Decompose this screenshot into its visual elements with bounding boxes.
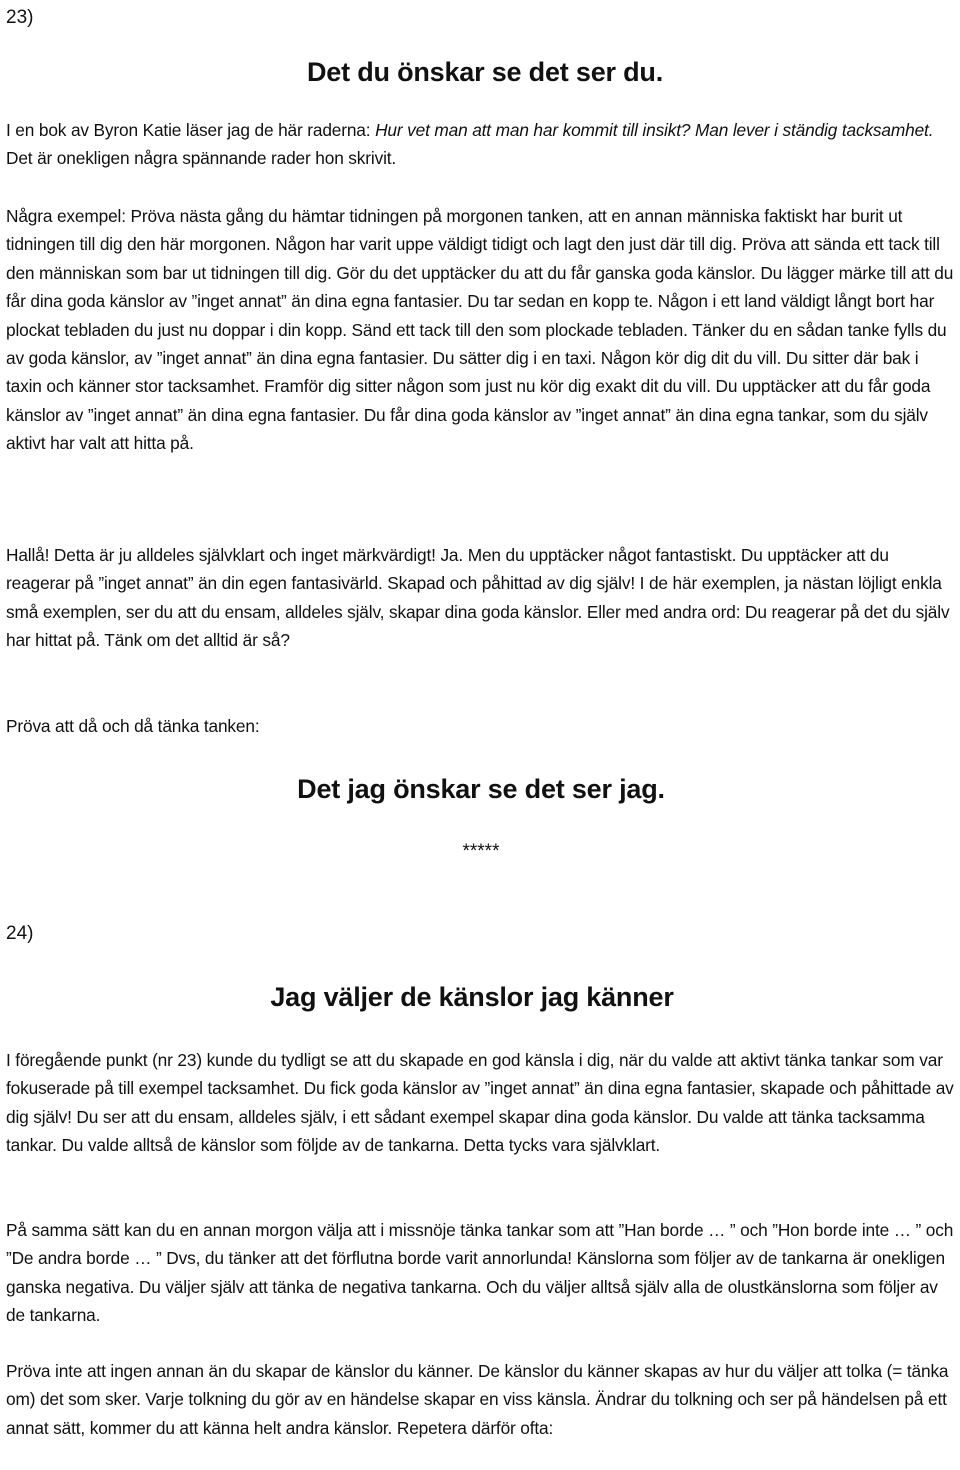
intro-text-pre: I en bok av Byron Katie läser jag de här raderna: — [6, 120, 376, 140]
paragraph-try-thought: Pröva att då och då tänka tanken: — [6, 716, 260, 736]
intro-text-post: Det är onekligen några spännande rader hon skrivit. — [6, 148, 397, 169]
closing-statement: Det jag önskar se det ser jag. — [297, 774, 665, 804]
section-title-24: Jag väljer de känslor jag känner — [270, 982, 674, 1012]
paragraph-examples: Några exempel: Pröva nästa gång du hämtar tidningen på morgonen tanken, att en annan människa faktiskt har burit ut tidningen till dig den här morgonen. Någon har varit uppe väldigt tidigt och lagt den just där till dig. Pröva att sända ett tack till den människan som bar ut tidningen till dig. Gör du det upptäcker du att du får ganska goda känslor. Du lägger märke till att du får dina goda känslor av ”inget annat” än dina egna fantasier. Du tar sedan en kopp te. Någon i ett land väldigt långt bort har plockat tebladen du just nu doppar i din kopp. Sänd ett tack till den som plockade tebladen. Tänker du en sådan tanke fylls du av goda känslor, av ”inget annat” än dina egna fantasier. Du sätter dig i en taxi. Någon kör dig dit du vill. Du sitter där bak i taxin och känner stor tacksamhet. Framför dig sitter någon som just nu kör dig exakt dit du vill. Du upptäcker att du får goda känslor av ”inget annat” än dina egna fantasier. Du får dina goda känslor av ”inget annat” än dina egna tankar, som du själv aktivt har valt att hitta på. — [6, 206, 954, 454]
intro-quote: Hur vet man att man har kommit till insikt? Man lever i ständig tacksamhet. — [375, 120, 934, 140]
paragraph-realization: Hallå! Detta är ju alldeles självklart och inget märkvärdigt! Ja. Men du upptäcker något fantastiskt. Du upptäcker att du reagerar på ”inget annat” än din egen fantasivärld. Skapad och påhittad av dig själv! I de här exemplen, ja nästan löjligt enkla små exemplen, ser du att du ensam, alldeles själv, skapar dina goda känslor. Eller med andra ord: Du reagerar på det du själv har hittat på. Tänk om det alltid är så? — [6, 545, 950, 651]
section-number-24: 24) — [6, 923, 34, 944]
intro-paragraph — [6, 116, 954, 173]
paragraph-repeat: Pröva inte att ingen annan än du skapar de känslor du känner. De känslor du känner skapas av hur du väljer att tolka (= tänka om) det som sker. Varje tolkning du gör av en händelse skapar en viss känsla. Ändrar du tolkning och ser på händelsen på ett annat sätt, kommer du att känna helt andra känslor. Repetera därför ofta: — [6, 1361, 949, 1438]
section-title-23: Det du önskar se det ser du. — [307, 57, 663, 87]
document-page — [6, 0, 956, 1470]
paragraph-negative-thoughts: På samma sätt kan du en annan morgon välja att i missnöje tänka tankar som att ”Han borde … ” och ”Hon borde inte … ” och ”De andra borde … ” Dvs, du tänker att det förflutna borde varit annorlunda! Känslorna som följer av de tankarna är onekligen ganska negativa. Du väljer själv att tänka de negativa tankarna. Och du väljer alltså själv alla de olustkänslorna som följer av de tankarna. — [6, 1220, 954, 1326]
section-divider: ***** — [462, 841, 500, 862]
section-number-23: 23) — [6, 7, 34, 28]
paragraph-previous-point: I föregående punkt (nr 23) kunde du tydligt se att du skapade en god känsla i dig, när du valde att aktivt tänka tankar som var fokuserade på till exempel tacksamhet. Du fick goda känslor av ”inget annat” än dina egna fantasier, skapade och påhittade av dig själv! Du ser att du ensam, alldeles själv, i ett sådant exempel skapar dina goda känslor. Du valde att tänka tacksamma tankar. Du valde alltså de känslor som följde av de tankarna. Detta tycks vara självklart. — [6, 1050, 954, 1156]
